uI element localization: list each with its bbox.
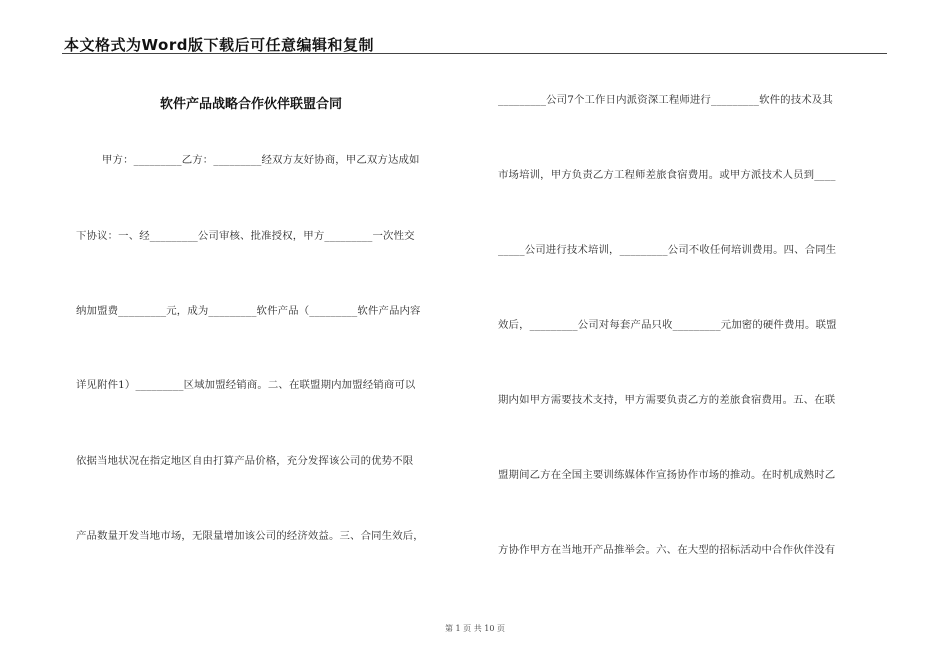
paragraph-line: 期内如甲方需要技术支持，甲方需要负责乙方的差旅食宿费用。五、在联 [498, 394, 836, 406]
download-banner: 本文格式为Word版下载后可任意编辑和复制 [64, 36, 374, 54]
paragraph-line: 方协作甲方在当地开产品推举会。六、在大型的招标活动中合作伙伴没有 [498, 544, 836, 556]
right-column [498, 0, 896, 672]
paragraph-line: 效后，_________公司对每套产品只收_________元加密的硬件费用。联盟 [498, 319, 837, 331]
paragraph-line: 甲方：_________乙方：_________经双方友好协商，甲乙双方达成如 [102, 154, 420, 166]
paragraph-line: _____公司进行技术培训，_________公司不收任何培训费用。四、合同生 [498, 244, 837, 256]
document-title: 软件产品战略合作伙伴联盟合同 [160, 97, 343, 112]
paragraph-line: 详见附件1）_________区域加盟经销商。二、在联盟期内加盟经销商可以 [76, 379, 416, 391]
left-column [76, 0, 474, 672]
paragraph-line: 盟期间乙方在全国主要训练媒体作宣扬协作市场的推动。在时机成熟时乙 [498, 469, 836, 481]
paragraph-line: _________公司7个工作日内派资深工程师进行_________软件的技术及其 [498, 94, 833, 106]
paragraph-line: 下协议：一、经_________公司审核、批准授权，甲方_________一次性交 [76, 230, 415, 242]
paragraph-line: 市场培训，甲方负责乙方工程师差旅食宿费用。或甲方派技术人员到____ [498, 169, 836, 181]
paragraph-line: 产品数量开发当地市场，无限量增加该公司的经济效益。三、合同生效后， [76, 530, 424, 542]
paragraph-line: 依据当地状况在指定地区自由打算产品价格，充分发挥该公司的优势不限 [76, 455, 414, 467]
page-number: 第 1 页 共 10 页 [445, 624, 505, 633]
paragraph-line: 纳加盟费_________元，成为_________软件产品（_________软件产品内容 [76, 305, 421, 317]
